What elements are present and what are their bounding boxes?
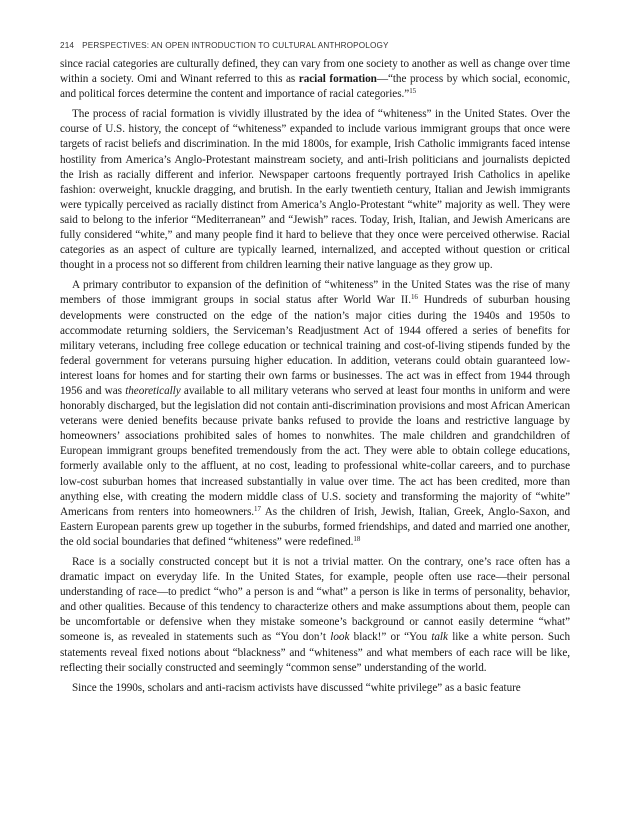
key-term: racial formation — [298, 73, 377, 86]
paragraph-text: black!” or “You — [349, 631, 432, 644]
paragraph-text: Race is a socially constructed concept but it is not a trivial matter. On the contrary, one’s race often has a dramatic impact on everyday life. In the United States, for example, people often use race—their personal understanding of race—to predict “who” a person is and “what” a person is like in terms of personality, behavior, and other qualities. Because of this tendency to characterize others and make assumptions about them, people can be uncomfortable or defensive when they mistake someone’s background or cannot easily determine “what” someone is, as revealed in statements such as “You don’t — [60, 556, 570, 644]
paragraph-1 — [60, 57, 570, 102]
footnote-ref[interactable]: 15 — [409, 87, 417, 96]
page-number: 214 — [60, 41, 75, 50]
paragraph-text: A primary contributor to expansion of the definition of “whiteness” in the United States was the rise of many members of those immigrant groups in social status after World War II. — [60, 279, 570, 307]
paragraph-4 — [60, 555, 570, 676]
paragraph-text: —“the process by which social, economic, and political forces determine the content and importance of racial categories.” — [60, 73, 571, 101]
paragraph-text: Hundreds of suburban housing developments were constructed on the edge of the nation’s major cities during the 1940s and 1950s to accommodate returning soldiers, the Serviceman’s Readjustment Act of 1944 offered a series of benefits for military veterans, including free college education or technical training and cost-of-living stipends funded by the federal government for veterans pursuing higher education. In addition, veterans could obtain guaranteed low-interest loans for homes and for starting their own farms or businesses. The act was in effect from 1944 through 1956 and was — [60, 294, 570, 397]
paragraph-text: since racial categories are culturally defined, they can vary from one society to another as well as change over time within a society. Omi and Winant referred to this as — [60, 58, 570, 86]
emphasis: talk — [431, 631, 448, 644]
footnote-ref[interactable]: 17 — [254, 504, 261, 513]
paragraph-3 — [60, 278, 570, 550]
paragraph-text: available to all military veterans who served at least four months in uniform and were honorably discharged, but the legislation did not contain anti-discrimination provisions and most African American veterans were denied benefits because private banks refused to provide the loans and restrictive language by homeowners’ associations prohibited sales of homes to nonwhites. The male children and grandchildren of European immigrant groups benefited tremendously from the act. They were able to obtain college educations, formerly available only to the affluent, at no cost, leading to professional white-collar careers, and to purchase low-cost suburban homes that increased substantially in value over time. The act has been credited, more than anything else, with creating the modern middle class of U.S. society and transforming the majority of “white” Americans from renters into homeowners. — [60, 384, 571, 518]
emphasis: look — [330, 631, 350, 644]
footnote-ref[interactable]: 18 — [353, 534, 361, 543]
footnote-ref[interactable]: 16 — [410, 293, 418, 302]
running-header — [60, 40, 570, 52]
paragraph-2: The process of racial formation is vividly illustrated by the idea of “whiteness” in the United States. Over the course of U.S. history, the concept of “whiteness” expanded to include various immigrant groups that once were targets of racist beliefs and discrimination. In the mid 1800s, for example, Irish Catholic immigrants faced intense hostility from America’s Anglo-Protestant mainstream society, and anti-Irish politicians and journalists depicted the Irish as racially different and inferior. Newspaper cartoons frequently portrayed Irish Catholics in apelike fashion: overweight, knuckle dragging, and brutish. In the early twentieth century, Italian and Jewish immigrants were typically perceived as racially distinct from America’s Anglo-Protestant “white” majority as well. They were said to belong to the inferior “Mediterranean” and “Jewish” races. Today, Irish, Italian, and Jewish Americans are fully considered “white,” and many people find it hard to believe that they once were perceived otherwise. Racial categories as an aspect of culture are typically learned, internalized, and accepted without question or critical thought in a process not so different from children learning their native language as they grow up. — [60, 108, 570, 272]
body-text — [60, 57, 570, 696]
book-title: PERSPECTIVES: AN OPEN INTRODUCTION TO CULTURAL ANTHROPOLOGY — [82, 41, 389, 50]
document-page — [60, 40, 570, 701]
paragraph-text: like a white person. Such statements reveal fixed notions about “blackness” and “whiteness” and what members of each race will be like, reflecting their socially constructed and seemingly “common sense” understanding of the world. — [60, 631, 570, 674]
emphasis: theoretically — [125, 384, 181, 397]
paragraph-text: As the children of Irish, Jewish, Italian, Greek, Anglo-Saxon, and Eastern European parents grew up together in the suburbs, formed friendships, and dated and married one another, the old social boundaries that defined “whiteness” were redefined. — [60, 505, 571, 548]
paragraph-5: Since the 1990s, scholars and anti-racism activists have discussed “white privilege” as a basic feature — [72, 681, 521, 694]
